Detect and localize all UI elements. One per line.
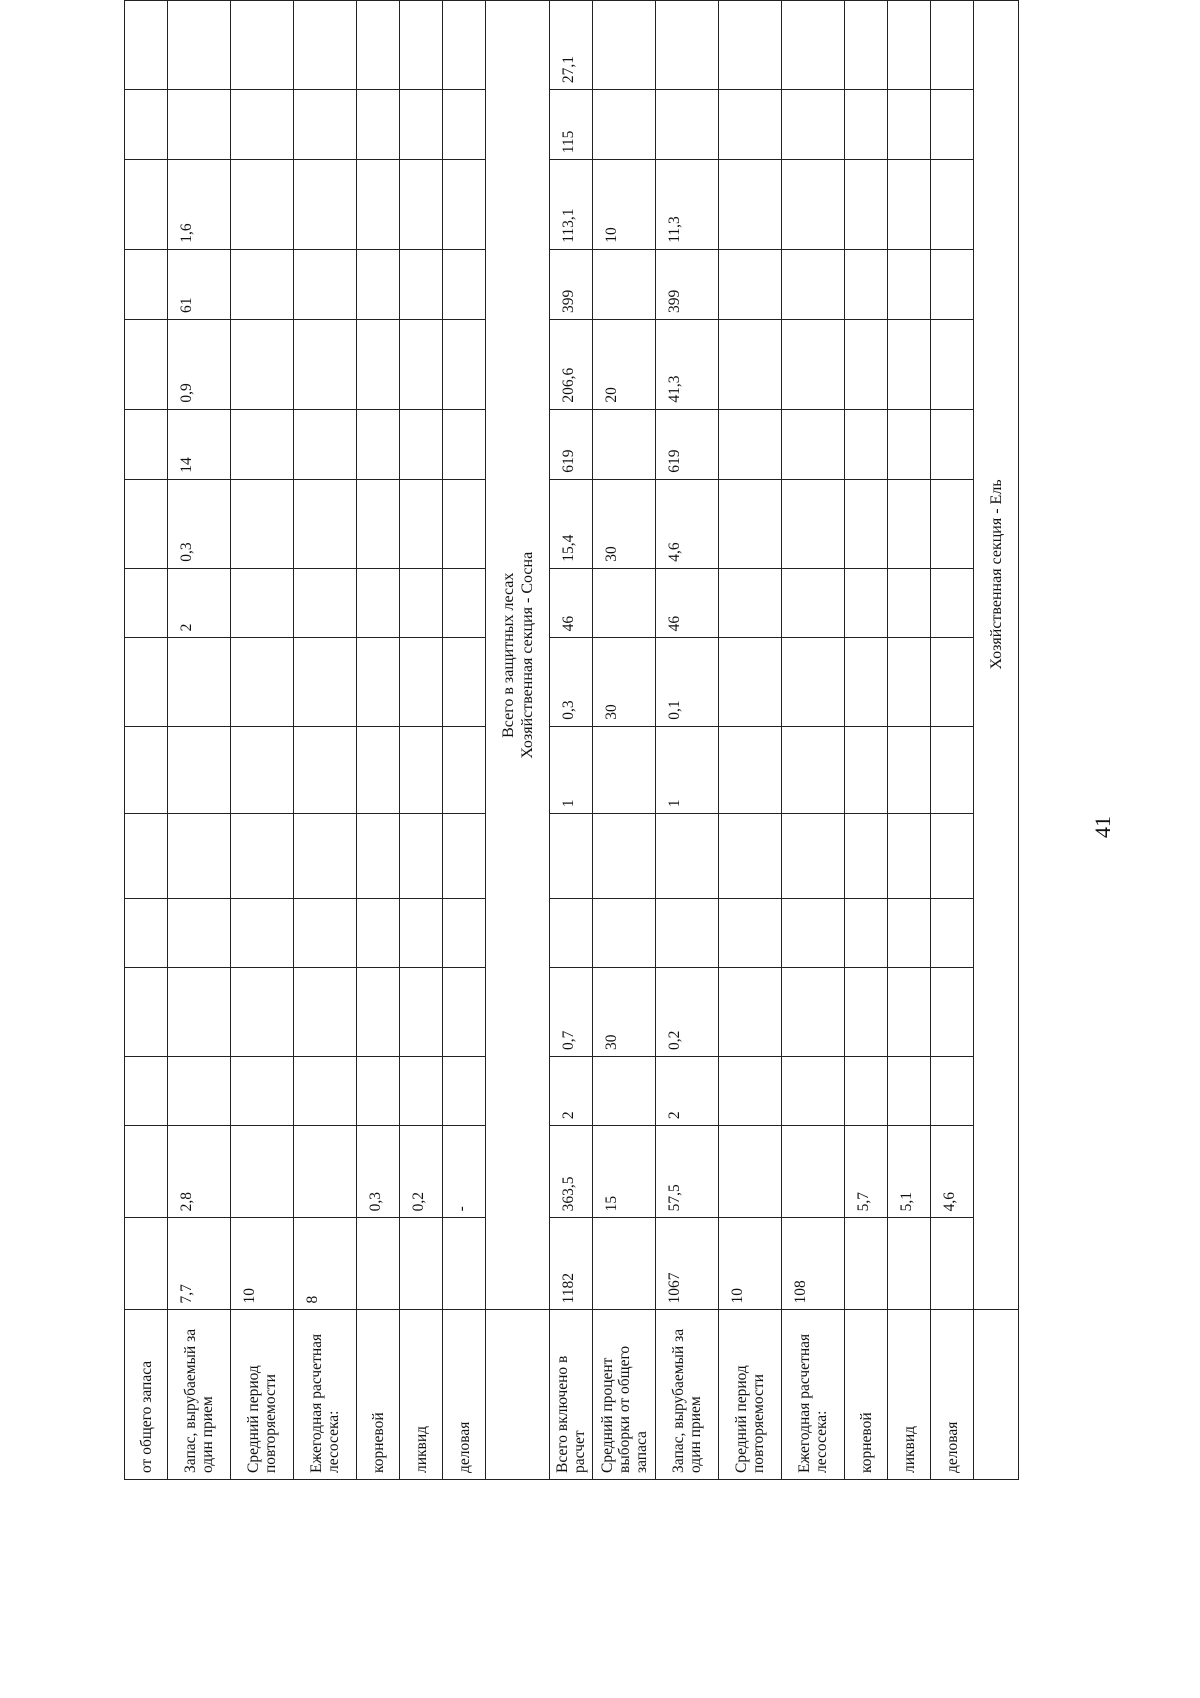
- value-cell: [782, 814, 845, 899]
- value-cell: [888, 638, 931, 726]
- value-cell: 61: [168, 249, 231, 319]
- value-cell: [231, 1126, 294, 1218]
- value-cell: [125, 1218, 168, 1310]
- value-cell: [931, 814, 974, 899]
- value-cell: [443, 249, 486, 319]
- section1-body: [125, 1, 486, 1480]
- value-cell: [125, 814, 168, 899]
- value-cell: [231, 1057, 294, 1126]
- value-cell: [357, 1, 400, 90]
- value-cell: [400, 479, 443, 568]
- value-cell: [719, 814, 782, 899]
- value-cell: [168, 1, 231, 90]
- value-cell: [231, 814, 294, 899]
- value-cell: [888, 1057, 931, 1126]
- value-cell: [845, 1, 888, 90]
- value-cell: 399: [656, 249, 719, 319]
- value-cell: [593, 726, 656, 814]
- value-cell: [931, 409, 974, 479]
- row-label: Средний период повторяемости: [719, 1310, 782, 1480]
- value-cell: [782, 1057, 845, 1126]
- value-cell: [782, 160, 845, 250]
- value-cell: [168, 90, 231, 160]
- value-cell: [231, 249, 294, 319]
- table-row: [357, 1, 400, 1480]
- value-cell: [931, 638, 974, 726]
- value-cell: [443, 1, 486, 90]
- value-cell: [845, 479, 888, 568]
- value-cell: [719, 1, 782, 90]
- value-cell: [168, 814, 231, 899]
- table-row: [845, 1, 888, 1480]
- value-cell: [782, 568, 845, 638]
- value-cell: [845, 160, 888, 250]
- value-cell: 0,2: [656, 967, 719, 1056]
- value-cell: [231, 638, 294, 726]
- row-label: Запас, вырубаемый за один прием: [168, 1310, 231, 1480]
- value-cell: 0,3: [550, 638, 593, 726]
- value-cell: 2: [168, 568, 231, 638]
- value-cell: [931, 726, 974, 814]
- value-cell: [719, 1126, 782, 1218]
- value-cell: [888, 568, 931, 638]
- value-cell: [443, 409, 486, 479]
- row-label: деловая: [443, 1310, 486, 1480]
- table-row: [168, 1, 231, 1480]
- value-cell: 15: [593, 1126, 656, 1218]
- value-cell: [231, 726, 294, 814]
- value-cell: [357, 1057, 400, 1126]
- value-cell: [294, 160, 357, 250]
- footer-section-cell: [974, 1, 1019, 1310]
- value-cell: [719, 409, 782, 479]
- value-cell: [931, 568, 974, 638]
- value-cell: [400, 320, 443, 410]
- value-cell: 113,1: [550, 160, 593, 250]
- row-label: Запас, вырубаемый за один прием: [656, 1310, 719, 1480]
- value-cell: [782, 1, 845, 90]
- value-cell: [550, 814, 593, 899]
- value-cell: 46: [656, 568, 719, 638]
- value-cell: [888, 726, 931, 814]
- value-cell: [845, 249, 888, 319]
- value-cell: 10: [593, 160, 656, 250]
- value-cell: 4,6: [931, 1126, 974, 1218]
- value-cell: 10: [231, 1218, 294, 1310]
- value-cell: [719, 90, 782, 160]
- value-cell: [294, 1057, 357, 1126]
- row-label: деловая: [931, 1310, 974, 1480]
- value-cell: [845, 409, 888, 479]
- value-cell: [294, 967, 357, 1056]
- value-cell: [400, 967, 443, 1056]
- table-row: [231, 1, 294, 1480]
- value-cell: [719, 479, 782, 568]
- table-row: [656, 1, 719, 1480]
- value-cell: [231, 320, 294, 410]
- value-cell: 2: [656, 1057, 719, 1126]
- value-cell: [231, 409, 294, 479]
- value-cell: [845, 1218, 888, 1310]
- value-cell: [357, 899, 400, 967]
- page-number: 41: [1090, 816, 1115, 838]
- value-cell: [400, 1218, 443, 1310]
- value-cell: [400, 249, 443, 319]
- value-cell: [931, 320, 974, 410]
- value-cell: [231, 160, 294, 250]
- section-title-row: [486, 1, 550, 1480]
- value-cell: [719, 249, 782, 319]
- value-cell: [719, 967, 782, 1056]
- value-cell: [593, 409, 656, 479]
- value-cell: [845, 638, 888, 726]
- value-cell: 1,6: [168, 160, 231, 250]
- value-cell: [656, 899, 719, 967]
- value-cell: [400, 1057, 443, 1126]
- forest-cutting-table: [124, 0, 1019, 1480]
- value-cell: [931, 967, 974, 1056]
- value-cell: [294, 726, 357, 814]
- value-cell: [782, 409, 845, 479]
- value-cell: [294, 568, 357, 638]
- value-cell: [231, 1, 294, 90]
- value-cell: [782, 320, 845, 410]
- value-cell: [168, 726, 231, 814]
- value-cell: [357, 1218, 400, 1310]
- value-cell: [294, 409, 357, 479]
- value-cell: [168, 899, 231, 967]
- value-cell: [357, 249, 400, 319]
- value-cell: [231, 479, 294, 568]
- value-cell: [888, 967, 931, 1056]
- row-label: ликвид: [888, 1310, 931, 1480]
- value-cell: [400, 160, 443, 250]
- value-cell: [400, 638, 443, 726]
- value-cell: [125, 1, 168, 90]
- value-cell: 0,9: [168, 320, 231, 410]
- value-cell: 11,3: [656, 160, 719, 250]
- value-cell: [400, 726, 443, 814]
- table-row: [782, 1, 845, 1480]
- value-cell: 108: [782, 1218, 845, 1310]
- value-cell: [931, 479, 974, 568]
- row-label: Ежегодная расчетная лесосека:: [782, 1310, 845, 1480]
- value-cell: [782, 967, 845, 1056]
- value-cell: [719, 320, 782, 410]
- value-cell: [357, 638, 400, 726]
- value-cell: [443, 1218, 486, 1310]
- value-cell: [125, 409, 168, 479]
- value-cell: [719, 568, 782, 638]
- value-cell: [400, 814, 443, 899]
- value-cell: [231, 967, 294, 1056]
- table-row: [294, 1, 357, 1480]
- value-cell: [443, 726, 486, 814]
- value-cell: [593, 90, 656, 160]
- value-cell: [231, 899, 294, 967]
- value-cell: [593, 249, 656, 319]
- value-cell: [125, 568, 168, 638]
- value-cell: [931, 1, 974, 90]
- table-row: [443, 1, 486, 1480]
- value-cell: 206,6: [550, 320, 593, 410]
- value-cell: [400, 899, 443, 967]
- value-cell: 0,3: [168, 479, 231, 568]
- value-cell: 115: [550, 90, 593, 160]
- value-cell: [294, 249, 357, 319]
- value-cell: [125, 638, 168, 726]
- value-cell: [888, 814, 931, 899]
- row-label: корневой: [845, 1310, 888, 1480]
- value-cell: 20: [593, 320, 656, 410]
- value-cell: 8: [294, 1218, 357, 1310]
- value-cell: [294, 814, 357, 899]
- value-cell: 1182: [550, 1218, 593, 1310]
- value-cell: [443, 568, 486, 638]
- value-cell: [845, 899, 888, 967]
- value-cell: [400, 1, 443, 90]
- table-row: [888, 1, 931, 1480]
- value-cell: [357, 967, 400, 1056]
- value-cell: [168, 638, 231, 726]
- value-cell: [125, 1126, 168, 1218]
- row-label: Всего включено в расчет: [550, 1310, 593, 1480]
- section2-body: [550, 1, 974, 1480]
- value-cell: 1: [656, 726, 719, 814]
- value-cell: [231, 568, 294, 638]
- value-cell: [656, 814, 719, 899]
- value-cell: 5,1: [888, 1126, 931, 1218]
- value-cell: [931, 1218, 974, 1310]
- value-cell: [593, 568, 656, 638]
- value-cell: 1: [550, 726, 593, 814]
- value-cell: [719, 726, 782, 814]
- value-cell: [719, 1057, 782, 1126]
- value-cell: 1067: [656, 1218, 719, 1310]
- value-cell: [782, 1126, 845, 1218]
- value-cell: [719, 160, 782, 250]
- value-cell: [125, 899, 168, 967]
- value-cell: 57,5: [656, 1126, 719, 1218]
- value-cell: [888, 899, 931, 967]
- value-cell: [888, 249, 931, 319]
- value-cell: [357, 160, 400, 250]
- value-cell: 46: [550, 568, 593, 638]
- value-cell: 2,8: [168, 1126, 231, 1218]
- value-cell: [593, 814, 656, 899]
- value-cell: [845, 1057, 888, 1126]
- value-cell: 27,1: [550, 1, 593, 90]
- value-cell: 0,3: [357, 1126, 400, 1218]
- value-cell: [656, 1, 719, 90]
- value-cell: [357, 90, 400, 160]
- value-cell: 0,1: [656, 638, 719, 726]
- value-cell: [294, 899, 357, 967]
- value-cell: 363,5: [550, 1126, 593, 1218]
- value-cell: -: [443, 1126, 486, 1218]
- value-cell: [443, 479, 486, 568]
- row-label: корневой: [357, 1310, 400, 1480]
- value-cell: [931, 160, 974, 250]
- value-cell: 0,7: [550, 967, 593, 1056]
- value-cell: [550, 899, 593, 967]
- value-cell: [845, 967, 888, 1056]
- value-cell: [125, 320, 168, 410]
- value-cell: [125, 160, 168, 250]
- value-cell: [443, 814, 486, 899]
- value-cell: [782, 479, 845, 568]
- footer-block: [974, 1, 1019, 1480]
- value-cell: [845, 320, 888, 410]
- value-cell: [294, 638, 357, 726]
- footer-section-row: [974, 1, 1019, 1480]
- value-cell: [931, 90, 974, 160]
- value-cell: 30: [593, 967, 656, 1056]
- value-cell: [443, 638, 486, 726]
- value-cell: 619: [550, 409, 593, 479]
- value-cell: [443, 320, 486, 410]
- value-cell: 7,7: [168, 1218, 231, 1310]
- value-cell: [357, 409, 400, 479]
- value-cell: [125, 726, 168, 814]
- value-cell: [294, 90, 357, 160]
- value-cell: [782, 638, 845, 726]
- value-cell: [357, 814, 400, 899]
- value-cell: [782, 899, 845, 967]
- value-cell: [888, 1218, 931, 1310]
- value-cell: [888, 479, 931, 568]
- footer-section-title: Хозяйственная секция - Ель: [987, 479, 1005, 670]
- value-cell: [931, 249, 974, 319]
- value-cell: [443, 90, 486, 160]
- value-cell: [294, 320, 357, 410]
- value-cell: 619: [656, 409, 719, 479]
- value-cell: 15,4: [550, 479, 593, 568]
- value-cell: 4,6: [656, 479, 719, 568]
- row-label: ликвид: [400, 1310, 443, 1480]
- section-title-block: [486, 1, 550, 1480]
- value-cell: [782, 726, 845, 814]
- value-cell: 30: [593, 479, 656, 568]
- row-label: Ежегодная расчетная лесосека:: [294, 1310, 357, 1480]
- value-cell: [719, 899, 782, 967]
- value-cell: [931, 1057, 974, 1126]
- value-cell: 41,3: [656, 320, 719, 410]
- value-cell: [782, 249, 845, 319]
- table-row: [400, 1, 443, 1480]
- value-cell: [125, 967, 168, 1056]
- value-cell: [443, 899, 486, 967]
- value-cell: [400, 90, 443, 160]
- value-cell: [168, 1057, 231, 1126]
- value-cell: [845, 726, 888, 814]
- row-label: Средний период повторяемости: [231, 1310, 294, 1480]
- row-label: Средний процент выборки от общего запаса: [593, 1310, 656, 1480]
- footer-blank-cell: [974, 1310, 1019, 1480]
- value-cell: [357, 726, 400, 814]
- value-cell: [357, 320, 400, 410]
- value-cell: 10: [719, 1218, 782, 1310]
- row-label: от общего запаса: [125, 1310, 168, 1480]
- value-cell: [231, 90, 294, 160]
- value-cell: [357, 568, 400, 638]
- value-cell: [888, 320, 931, 410]
- value-cell: [888, 160, 931, 250]
- value-cell: [593, 899, 656, 967]
- value-cell: [443, 1057, 486, 1126]
- table-row: [593, 1, 656, 1480]
- value-cell: [845, 814, 888, 899]
- value-cell: [593, 1057, 656, 1126]
- value-cell: [593, 1218, 656, 1310]
- value-cell: [294, 1, 357, 90]
- value-cell: [443, 967, 486, 1056]
- value-cell: 5,7: [845, 1126, 888, 1218]
- value-cell: [593, 1, 656, 90]
- value-cell: [294, 1126, 357, 1218]
- value-cell: [845, 568, 888, 638]
- value-cell: 399: [550, 249, 593, 319]
- value-cell: [125, 479, 168, 568]
- value-cell: 14: [168, 409, 231, 479]
- value-cell: 0,2: [400, 1126, 443, 1218]
- value-cell: [125, 249, 168, 319]
- value-cell: [357, 479, 400, 568]
- value-cell: [888, 1, 931, 90]
- value-cell: 2: [550, 1057, 593, 1126]
- table-row: [931, 1, 974, 1480]
- section-title-cell: [486, 1, 550, 1310]
- value-cell: [782, 90, 845, 160]
- value-cell: [719, 638, 782, 726]
- table-row: [125, 1, 168, 1480]
- value-cell: [888, 409, 931, 479]
- value-cell: [931, 899, 974, 967]
- table-row: [550, 1, 593, 1480]
- value-cell: [845, 90, 888, 160]
- section-title-blank-cell: [486, 1310, 550, 1480]
- section-title-line1: Всего в защитных лесах: [499, 572, 517, 738]
- section-title-line2: Хозяйственная секция - Сосна: [518, 551, 536, 759]
- value-cell: [888, 90, 931, 160]
- value-cell: 30: [593, 638, 656, 726]
- value-cell: [168, 967, 231, 1056]
- value-cell: [125, 1057, 168, 1126]
- value-cell: [656, 90, 719, 160]
- value-cell: [400, 409, 443, 479]
- value-cell: [125, 90, 168, 160]
- value-cell: [443, 160, 486, 250]
- table-row: [719, 1, 782, 1480]
- value-cell: [294, 479, 357, 568]
- value-cell: [400, 568, 443, 638]
